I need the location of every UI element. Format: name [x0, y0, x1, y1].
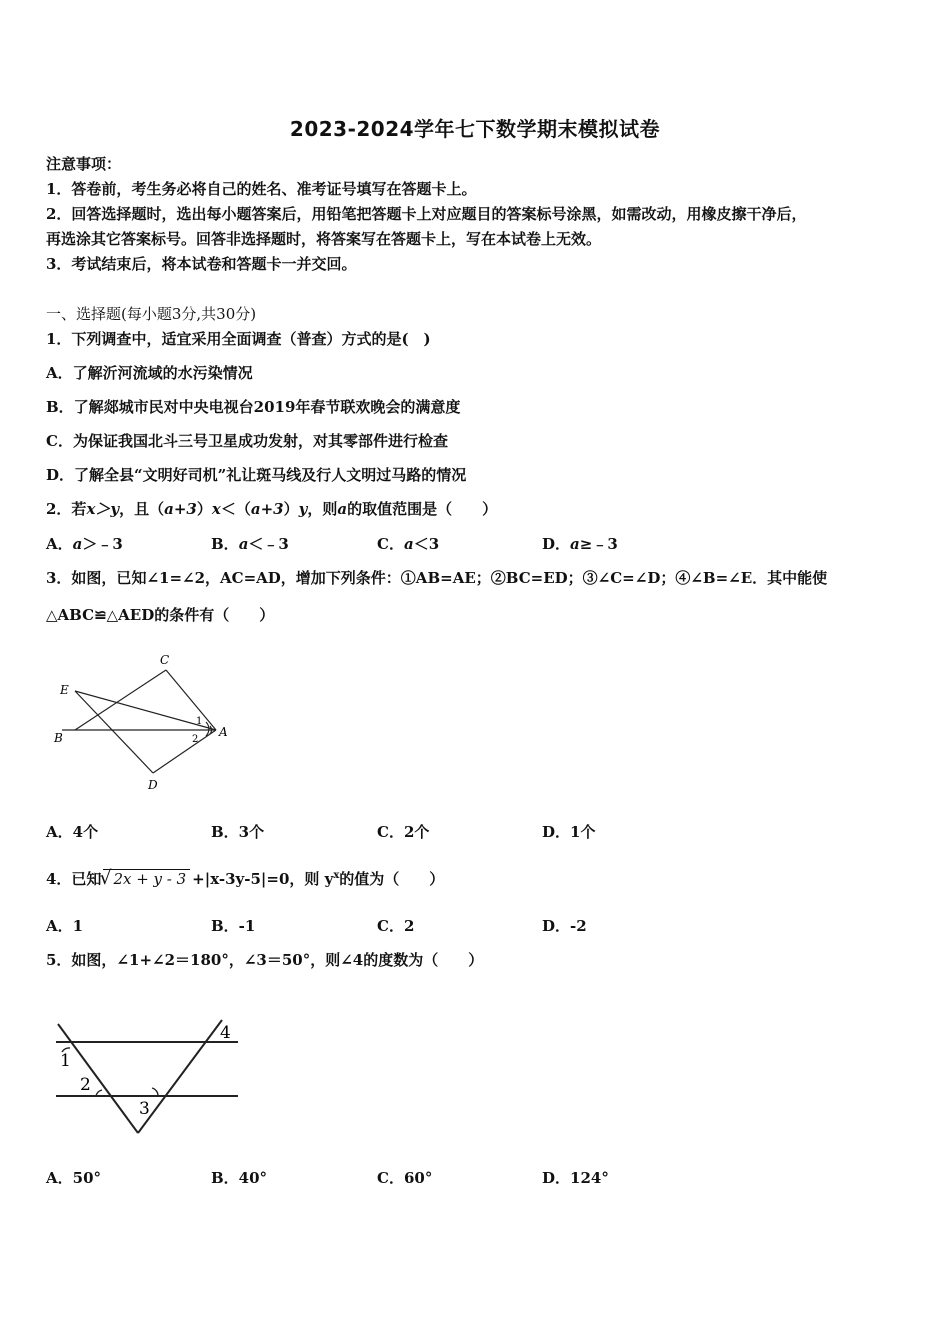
- q3-figure: [50, 650, 240, 795]
- q4-exponent: x: [333, 870, 340, 881]
- q5-option-b: B．40°: [211, 1169, 268, 1187]
- q3-option-b: B．3个: [211, 823, 265, 841]
- q3-label-2: 2: [192, 734, 199, 745]
- q2-option-b: B．a＜﹣3: [211, 535, 289, 553]
- notice-item-2: 2．回答选择题时，选出每小题答案后，用铅笔把答题卡上对应题目的答案标号涂黑，如需改动，用橡皮擦干净后，: [46, 205, 807, 223]
- q2-expr2: a+3: [250, 500, 284, 518]
- notice-item-3: 3．考试结束后，将本试卷和答题卡一并交回。: [46, 255, 357, 273]
- q5-label-1: 1: [60, 1051, 71, 1071]
- q4-option-b: B．-1: [211, 917, 256, 935]
- q4-option-c: C．2: [377, 917, 415, 935]
- notice-item-1: 1．答卷前，考生务必将自己的姓名、准考证号填写在答题卡上。: [46, 180, 477, 198]
- q3-label-d: D: [148, 778, 158, 792]
- q2-mid3: ）: [283, 500, 299, 518]
- q1-stem: 1．下列调查中，适宜采用全面调查（普查）方式的是( ): [46, 330, 431, 348]
- q2-cond: x＞y: [86, 500, 120, 518]
- q2-x: x: [211, 500, 221, 518]
- notice-heading: 注意事项：: [46, 155, 122, 173]
- q5-label-4: 4: [220, 1023, 231, 1043]
- notice-item-2-cont: 再选涂其它答案标号。回答非选择题时，将答案写在答题卡上，写在本试卷上无效。: [46, 230, 602, 248]
- q5-option-a: A．50°: [46, 1169, 102, 1187]
- q2-stem-prefix: 2．若: [46, 500, 87, 518]
- q2-expr1: a+3: [164, 500, 197, 518]
- q3-label-1: 1: [196, 716, 203, 727]
- q5-figure: [50, 1018, 245, 1138]
- q1-option-c: C．为保证我国北斗三号卫星成功发射，对其零部件进行检查: [46, 432, 448, 450]
- q5-stem: 5．如图，∠1+∠2＝180°，∠3＝50°，则∠4的度数为（ ）: [46, 951, 484, 969]
- q2-stem: [46, 498, 497, 519]
- q5-label-3: 3: [139, 1099, 150, 1119]
- q4-stem: [46, 868, 444, 889]
- q4-option-d: D．-2: [542, 917, 587, 935]
- q1-option-a: A．了解沂河流域的水污染情况: [46, 364, 253, 382]
- q2-y: y: [298, 500, 308, 518]
- q3-label-e: E: [60, 683, 69, 697]
- q5-label-2: 2: [80, 1075, 91, 1095]
- q4-suffix: 的值为（ ）: [339, 870, 445, 888]
- q3-option-a: A．4个: [46, 823, 99, 841]
- q2-stem-suffix: 的取值范围是（ ）: [347, 500, 498, 518]
- q5-option-d: D．124°: [542, 1169, 609, 1187]
- q1-option-b: B．了解郯城市民对中央电视台2019年春节联欢晚会的满意度: [46, 398, 461, 416]
- q2-lt: ＜（: [220, 500, 251, 518]
- q3-label-b: B: [54, 731, 63, 745]
- section-heading: 一、选择题(每小题3分,共30分): [46, 305, 257, 323]
- q3-label-a: A: [219, 725, 228, 739]
- page-title: 2023-2024学年七下数学期末模拟试卷: [289, 117, 661, 141]
- q4-middle: +|x-3y-5|=0，则 y: [192, 870, 334, 888]
- q4-prefix: 4．已知: [46, 870, 102, 888]
- q2-mid: ，且（: [119, 500, 165, 518]
- q2-a: a: [337, 500, 348, 518]
- q5-option-c: C．60°: [377, 1169, 433, 1187]
- q2-option-d: D．a≥﹣3: [542, 535, 618, 553]
- q3-label-c: C: [160, 653, 170, 667]
- q3-stem-line1: 3．如图，已知∠1=∠2，AC=AD，增加下列条件：①AB=AE；②BC=ED；③∠C=∠D；④∠B=∠E．其中能使: [46, 569, 828, 587]
- q2-mid4: ，则: [307, 500, 338, 518]
- q4-radical: √ 2x + y - 3: [103, 869, 190, 888]
- q3-option-d: D．1个: [542, 823, 596, 841]
- q3-stem-line2: △ABC≌△AED的条件有（ ）: [46, 606, 275, 624]
- q2-option-c: C．a＜3: [377, 535, 440, 553]
- q3-option-c: C．2个: [377, 823, 430, 841]
- q2-option-a: A．a＞﹣3: [46, 535, 123, 553]
- q4-option-a: A．1: [46, 917, 84, 935]
- q2-mid2: ）: [196, 500, 212, 518]
- q1-option-d: D．了解全县“文明好司机”礼让斑马线及行人文明过马路的情况: [46, 466, 467, 484]
